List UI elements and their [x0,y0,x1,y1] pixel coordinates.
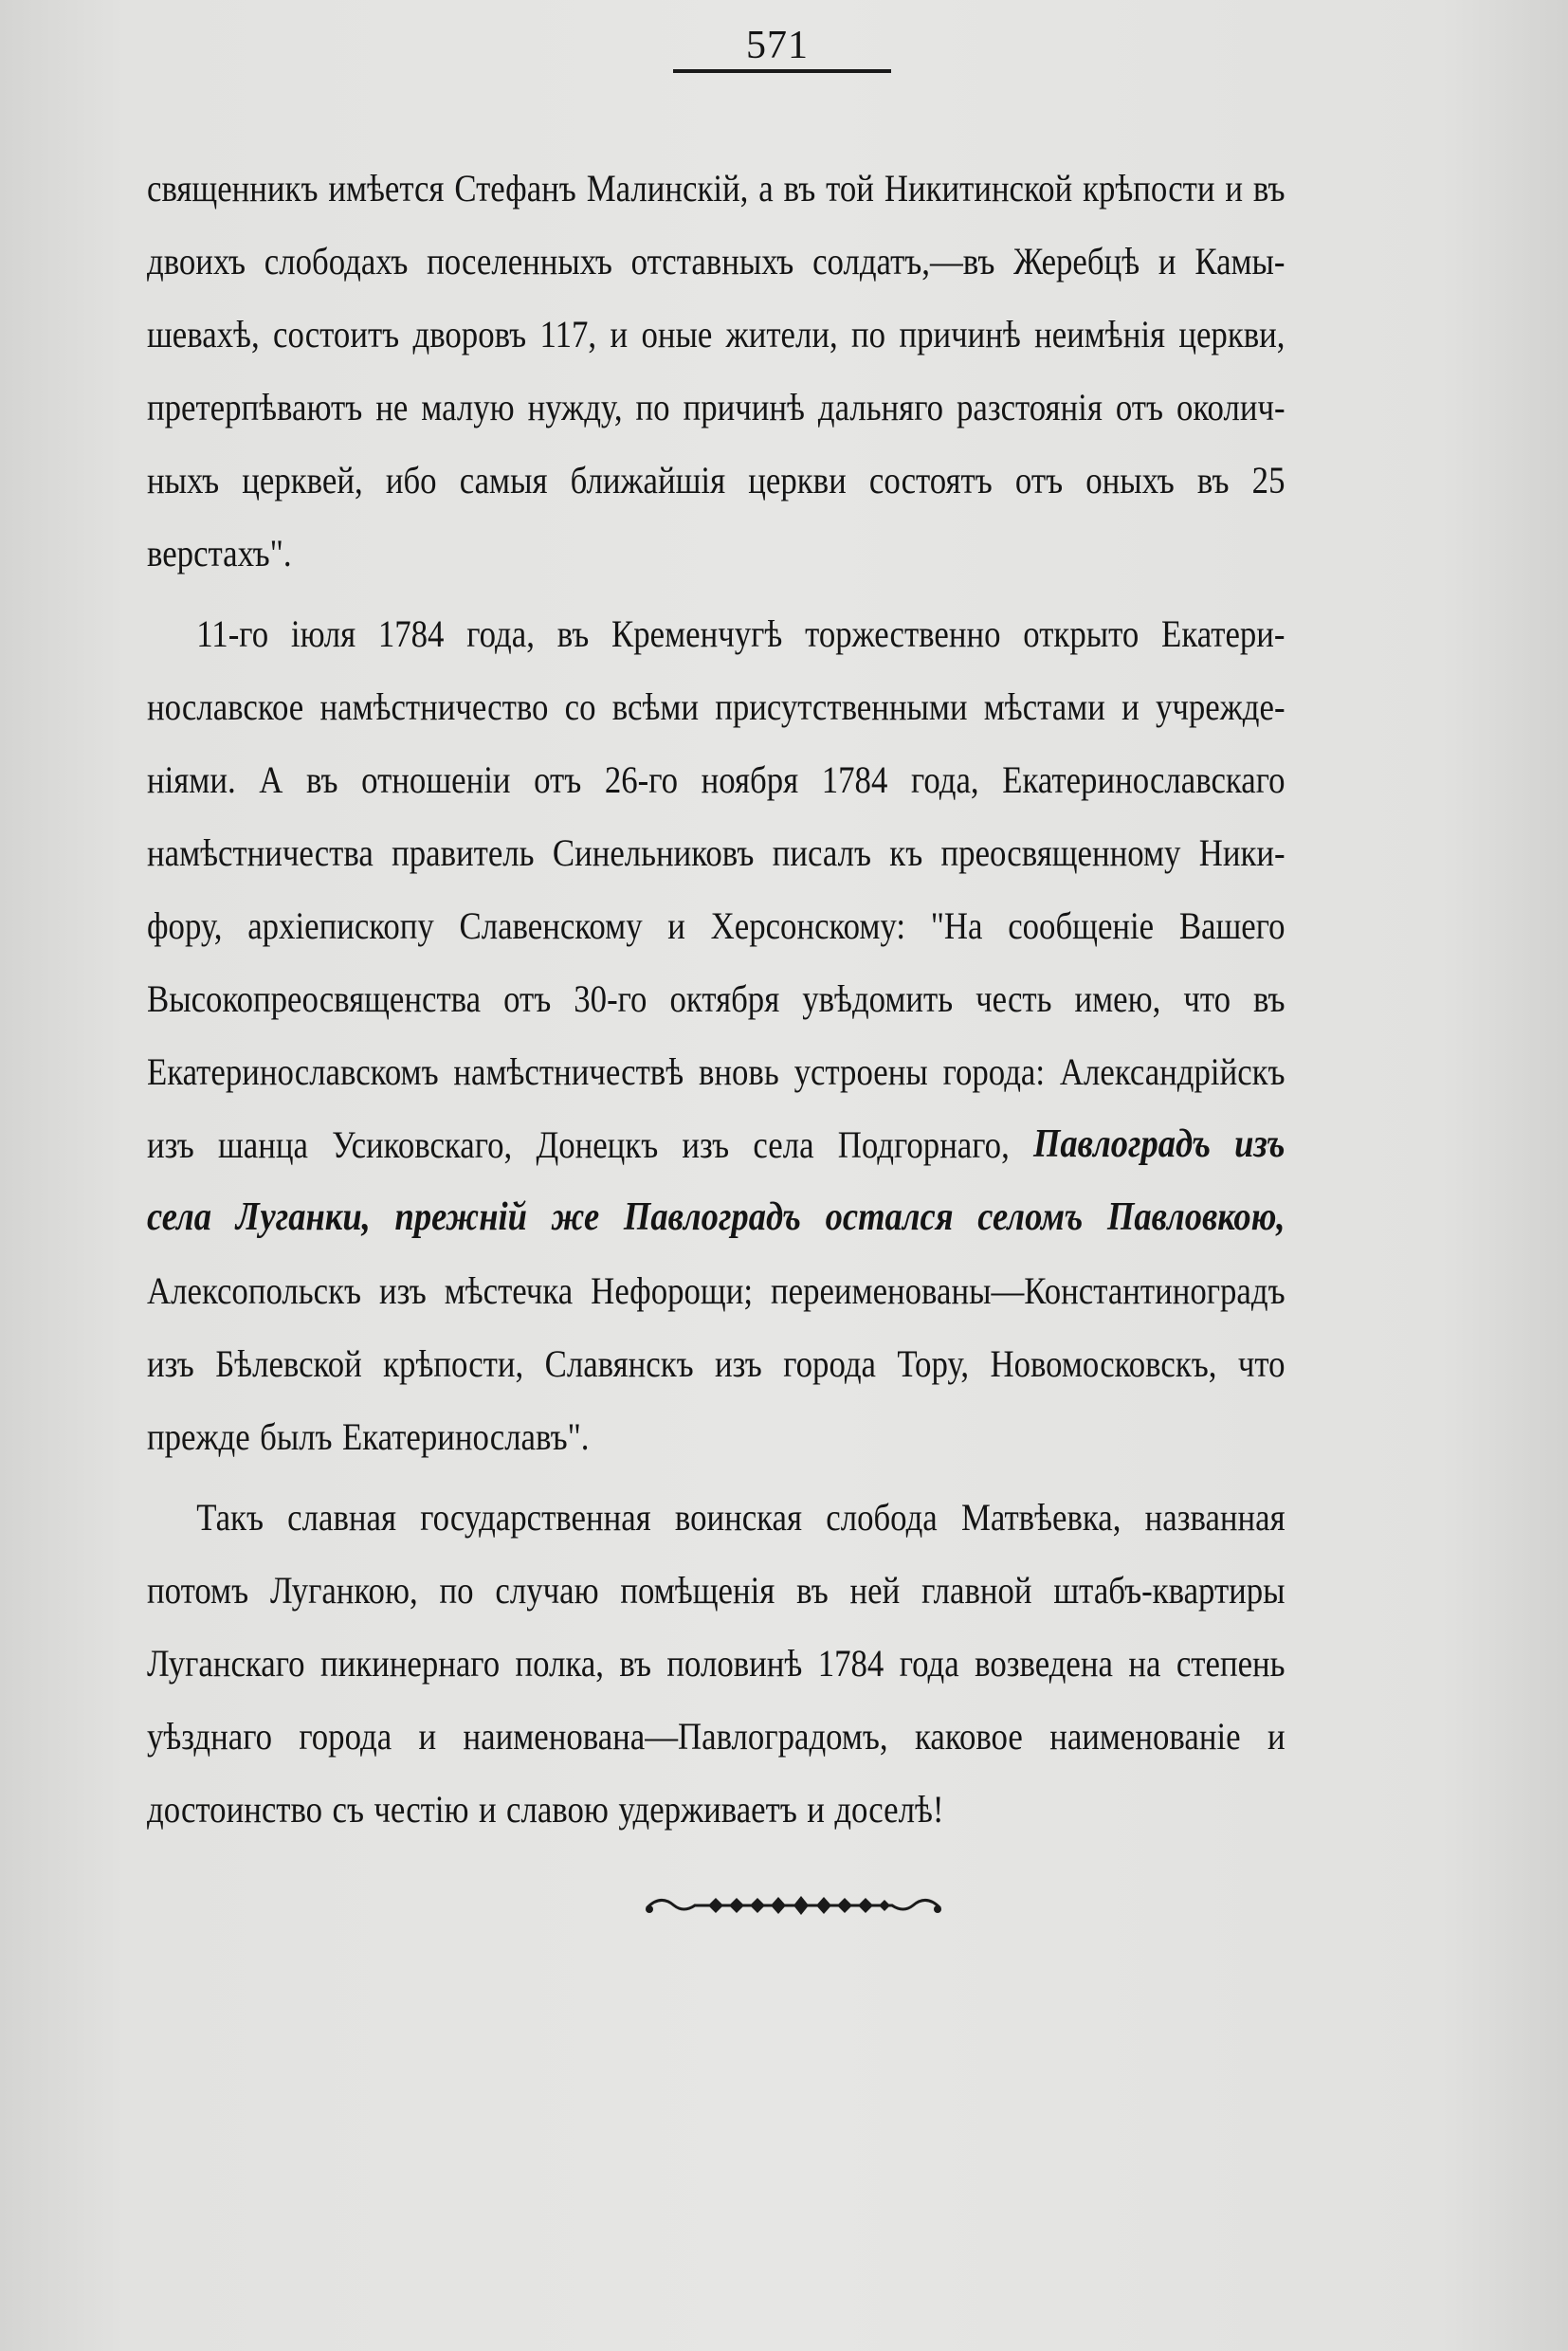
page-number-rule [673,69,891,73]
text-line: изъ шанца Усиковскаго, Донецкъ изъ села Подгорнаго, Павлоградъ изъ [147,1122,1285,1166]
text-line: намѣстничества правитель Синельниковъ писалъ къ преосвященному Ники- [147,831,1285,874]
paragraph-gap [147,1473,1455,1481]
text-line: Такъ славная государственная воинская слобода Матвѣевка, названная [196,1496,1285,1539]
text-line: Высокопреосвященства отъ 30-го октября увѣдомить честь имею, что въ [147,977,1285,1020]
text-line: ныхъ церквей, ибо самыя ближайшія церкви состоятъ отъ оныхъ въ 25 [147,459,1285,501]
text-line: нославское намѣстничество со всѣми присутственными мѣстами и учрежде- [147,685,1285,728]
paragraph-gap [147,590,1455,597]
text-line: села Луганки, прежній же Павлоградъ остался селомъ Павловкою, [147,1195,1285,1239]
body-text [147,152,1455,1846]
text-line: священникъ имѣется Стефанъ Малинскій, а въ той Никитинской крѣпости и въ [147,167,1285,210]
text-line: 11-го іюля 1784 года, въ Кременчугѣ торжественно открыто Екатери- [196,612,1285,655]
text-line: шевахѣ, состоитъ дворовъ 117, и оные жители, по причинѣ неимѣнія церкви, [147,313,1285,355]
paragraph-1 [147,152,1455,590]
text-line: ніями. А въ отношеніи отъ 26-го ноября 1784 года, Екатеринославскаго [147,758,1285,801]
text-line: достоинство съ честію и славою удерживаетъ и доселѣ! [147,1788,944,1831]
paragraph-3 [147,1481,1455,1846]
end-ornament-icon [642,1886,945,1924]
text-line: изъ Бѣлевской крѣпости, Славянскъ изъ города Тору, Новомосковскъ, что [147,1342,1285,1385]
text-line: фору, архіепископу Славенскому и Херсонскому: "На сообщеніе Вашего [147,904,1285,947]
paragraph-2 [147,597,1455,1473]
text-line: Алексопольскъ изъ мѣстечка Нефорощи; переименованы—Константиноградъ [147,1269,1285,1312]
text-line: двоихъ слободахъ поселенныхъ отставныхъ солдатъ,—въ Жеребцѣ и Камы- [147,240,1285,282]
text-line: Луганскаго пикинернаго полка, въ половинѣ 1784 года возведена на степень [147,1642,1285,1685]
text-line: претерпѣваютъ не малую нужду, по причинѣ дальняго разстоянія отъ околич- [147,386,1285,428]
text-line: Екатеринославскомъ намѣстничествѣ вновь устроены города: Александрійскъ [147,1050,1285,1093]
page-number: 571 [746,24,809,67]
text-line: прежде былъ Екатеринославъ". [147,1415,590,1458]
text-line: верстахъ". [147,532,292,574]
text-line: потомъ Луганкою, по случаю помѣщенія въ ней главной штабъ-квартиры [147,1569,1285,1612]
text-line: уѣзднаго города и наименована—Павлоградомъ, каковое наименованіе и [147,1715,1285,1758]
